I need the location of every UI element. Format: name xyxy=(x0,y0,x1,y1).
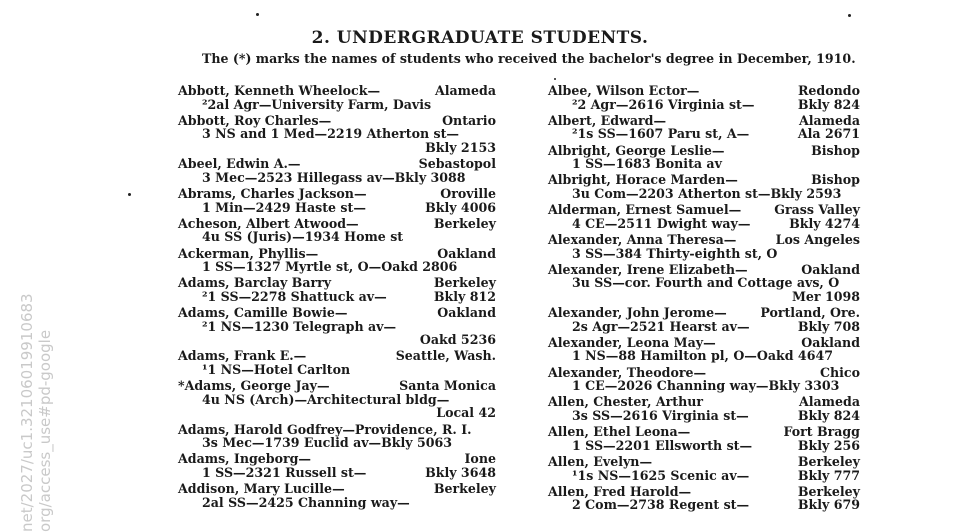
student-entry xyxy=(548,336,860,363)
student-course-address: 4u NS (Arch)—Architectural bldg— xyxy=(202,391,450,407)
student-name-line xyxy=(178,276,496,290)
student-detail-line xyxy=(178,333,496,347)
student-entry xyxy=(548,395,860,422)
student-detail-line xyxy=(548,217,860,231)
student-hometown: Alameda xyxy=(798,112,860,128)
student-hometown: Chico xyxy=(819,364,860,380)
student-name-line xyxy=(548,263,860,277)
student-name: Allen, Evelyn— xyxy=(548,453,653,469)
student-name-line xyxy=(178,379,496,393)
student-detail-line xyxy=(178,466,496,480)
student-entry xyxy=(548,233,860,260)
student-course-address: 1 SS—2201 Ellsworth st— xyxy=(572,437,753,453)
student-hometown: Ione xyxy=(464,451,496,467)
student-phone: Bkly 777 xyxy=(797,467,860,483)
student-hometown: Santa Monica xyxy=(399,378,496,394)
watermark-line: net/2027/uc1.32106019910683 xyxy=(18,293,36,532)
student-phone: Ala 2671 xyxy=(797,126,860,142)
student-course-address: 1 SS—2321 Russell st— xyxy=(202,464,367,480)
student-detail-line xyxy=(178,436,496,450)
student-hometown: Oroville xyxy=(440,185,496,201)
student-course-address: 2 Com—2738 Regent st— xyxy=(572,497,750,513)
student-name-line xyxy=(548,173,860,187)
student-name: Alexander, Anna Theresa— xyxy=(548,231,737,247)
student-hometown: Grass Valley xyxy=(774,202,860,218)
student-name: Ackerman, Phyllis— xyxy=(178,245,319,261)
digitization-watermark xyxy=(18,293,54,532)
student-name-line xyxy=(548,485,860,499)
student-course-address: 1 Min—2429 Haste st— xyxy=(202,199,366,215)
student-course-address: 2al SS—2425 Channing way— xyxy=(202,494,410,510)
student-course-address: 3s SS—2616 Virginia st— xyxy=(572,408,749,423)
student-name: Albright, Horace Marden— xyxy=(548,172,738,188)
student-name-line xyxy=(548,84,860,98)
student-list-right-column xyxy=(548,84,860,515)
student-name: *Adams, George Jay— xyxy=(178,378,330,394)
student-phone: Bkly 2153 xyxy=(425,139,496,155)
student-entry xyxy=(178,157,496,184)
student-course-address: 3 Mec—2523 Hillegass av—Bkly 3088 xyxy=(202,169,466,185)
student-hometown: Berkeley xyxy=(433,481,496,497)
intro-paragraph: The (*) marks the names of students who received the bachelor's degree in December, 1910. xyxy=(202,51,856,66)
student-detail-line xyxy=(178,127,496,141)
student-name: Allen, Ethel Leona— xyxy=(548,424,691,440)
student-course-address: ²1s SS—1607 Paru st, A— xyxy=(572,126,750,142)
student-name: Allen, Fred Harold— xyxy=(548,483,692,499)
student-course-address: 3u SS—cor. Fourth and Cottage avs, O xyxy=(572,275,840,291)
student-entry xyxy=(548,114,860,141)
student-course-address: 1 CE—2026 Channing way—Bkly 3303 xyxy=(572,378,840,394)
student-name: Alexander, John Jerome— xyxy=(548,305,727,321)
student-entry xyxy=(178,114,496,155)
speck-mark xyxy=(848,14,851,17)
student-course-address: 1 SS—1327 Myrtle st, O—Oakd 2806 xyxy=(202,259,458,275)
student-detail-line xyxy=(548,98,860,112)
student-name-line xyxy=(548,114,860,128)
student-hometown: Los Angeles xyxy=(775,231,860,247)
student-name: Alexander, Irene Elizabeth— xyxy=(548,261,748,277)
student-name-line xyxy=(178,217,496,231)
student-hometown: Oakland xyxy=(437,305,496,321)
student-detail-line xyxy=(178,171,496,185)
student-name: Abeel, Edwin A.— xyxy=(178,156,301,172)
student-phone: Bkly 708 xyxy=(797,318,860,334)
student-detail-line xyxy=(548,409,860,423)
student-name-line xyxy=(178,247,496,261)
student-entry xyxy=(178,276,496,303)
student-detail-line xyxy=(178,98,496,112)
watermark-line: org/access_use#pd-google xyxy=(36,329,54,532)
student-hometown: Berkeley xyxy=(433,275,496,291)
student-detail-line xyxy=(178,290,496,304)
student-detail-line xyxy=(178,393,496,407)
student-hometown: Seattle, Wash. xyxy=(395,348,496,364)
student-entry xyxy=(178,379,496,420)
student-detail-line xyxy=(178,201,496,215)
student-hometown: Berkeley xyxy=(797,453,860,469)
student-hometown: Oakland xyxy=(437,245,496,261)
student-phone: Bkly 256 xyxy=(797,437,860,453)
student-entry xyxy=(548,173,860,200)
student-hometown: Ontario xyxy=(442,112,496,128)
student-name: Alexander, Theodore— xyxy=(548,364,707,380)
student-phone: Mer 1098 xyxy=(791,288,860,304)
student-list-left-column xyxy=(178,84,496,512)
student-phone: Bkly 4274 xyxy=(789,215,860,231)
student-entry xyxy=(548,485,860,512)
student-phone: Local 42 xyxy=(436,405,496,421)
student-name: Allen, Chester, Arthur xyxy=(548,394,704,410)
student-course-address: 3u Com—2203 Atherton st—Bkly 2593 xyxy=(572,185,842,201)
student-detail-line xyxy=(548,247,860,261)
student-name-line xyxy=(178,452,496,466)
student-name-line xyxy=(178,482,496,496)
student-phone: Bkly 3648 xyxy=(425,464,496,480)
student-entry xyxy=(548,306,860,333)
student-detail-line xyxy=(178,230,496,244)
student-name: Adams, Harold Godfrey—Providence, R. I. xyxy=(178,421,472,437)
student-hometown: Oakland xyxy=(801,334,860,350)
student-name-line xyxy=(178,187,496,201)
student-entry xyxy=(178,84,496,111)
student-phone: Bkly 4006 xyxy=(425,199,496,215)
student-course-address: 4u SS (Juris)—1934 Home st xyxy=(202,229,404,245)
student-hometown: Berkeley xyxy=(433,215,496,231)
student-name: Acheson, Albert Atwood— xyxy=(178,215,359,231)
student-hometown: Alameda xyxy=(798,394,860,410)
student-detail-line xyxy=(178,363,496,377)
student-hometown: Fort Bragg xyxy=(783,424,860,440)
student-entry xyxy=(178,247,496,274)
student-detail-line xyxy=(548,187,860,201)
student-course-address: ²1 SS—2278 Shattuck av— xyxy=(202,288,387,304)
student-detail-line xyxy=(548,157,860,171)
student-name-line xyxy=(548,336,860,350)
student-detail-line xyxy=(178,406,496,420)
student-name: Albee, Wilson Ector— xyxy=(548,83,700,98)
student-phone: Bkly 679 xyxy=(797,497,860,513)
student-name: Albert, Edward— xyxy=(548,112,667,128)
student-entry xyxy=(178,423,496,450)
student-hometown: Portland, Ore. xyxy=(760,305,860,321)
student-name-line xyxy=(178,84,496,98)
student-entry xyxy=(548,366,860,393)
student-entry xyxy=(548,455,860,482)
student-name: Adams, Barclay Barry xyxy=(178,275,332,291)
student-name: Alexander, Leona May— xyxy=(548,334,716,350)
student-detail-line xyxy=(548,127,860,141)
student-hometown: Sebastopol xyxy=(418,156,496,172)
student-name-line xyxy=(178,423,496,437)
speck-mark xyxy=(128,193,131,196)
student-phone: Bkly 824 xyxy=(797,96,860,112)
student-detail-line xyxy=(548,498,860,512)
student-phone: Oakd 5236 xyxy=(419,332,496,348)
student-name: Alderman, Ernest Samuel— xyxy=(548,202,742,218)
student-name-line xyxy=(548,366,860,380)
student-hometown: Alameda xyxy=(434,83,496,98)
student-name-line xyxy=(178,349,496,363)
student-name: Addison, Mary Lucille— xyxy=(178,481,345,497)
student-name-line xyxy=(548,233,860,247)
student-name-line xyxy=(548,306,860,320)
student-course-address: 3s Mec—1739 Euclid av—Bkly 5063 xyxy=(202,435,453,451)
student-entry xyxy=(178,349,496,376)
student-name-line xyxy=(178,306,496,320)
student-entry xyxy=(178,217,496,244)
student-course-address: ²1 NS—1230 Telegraph av— xyxy=(202,318,397,334)
student-entry xyxy=(178,187,496,214)
student-name-line xyxy=(548,455,860,469)
student-detail-line xyxy=(548,290,860,304)
student-name: Abbott, Roy Charles— xyxy=(178,112,332,128)
student-name-line xyxy=(178,114,496,128)
student-hometown: Redondo xyxy=(797,83,860,98)
student-course-address: ²2al Agr—University Farm, Davis xyxy=(202,96,432,112)
student-detail-line xyxy=(548,439,860,453)
student-detail-line xyxy=(178,141,496,155)
student-detail-line xyxy=(178,320,496,334)
student-course-address: 1 SS—1683 Bonita av xyxy=(572,156,722,172)
student-course-address: 3 NS and 1 Med—2219 Atherton st— xyxy=(202,126,460,142)
student-course-address: ¹1s NS—1625 Scenic av— xyxy=(572,467,750,483)
student-entry xyxy=(178,306,496,347)
student-phone: Bkly 824 xyxy=(797,408,860,423)
student-entry xyxy=(548,203,860,230)
student-detail-line xyxy=(548,379,860,393)
student-name: Adams, Camille Bowie— xyxy=(178,305,348,321)
student-entry xyxy=(178,482,496,509)
student-name: Adams, Frank E.— xyxy=(178,348,307,364)
student-name-line xyxy=(548,203,860,217)
student-course-address: 2s Agr—2521 Hearst av— xyxy=(572,318,750,334)
student-detail-line xyxy=(548,349,860,363)
section-heading: 2. UNDERGRADUATE STUDENTS. xyxy=(311,28,649,48)
student-entry xyxy=(548,144,860,171)
student-name: Abrams, Charles Jackson— xyxy=(178,185,367,201)
student-entry xyxy=(548,263,860,304)
student-detail-line xyxy=(548,320,860,334)
student-name: Adams, Ingeborg— xyxy=(178,451,312,467)
speck-mark xyxy=(554,78,556,80)
student-course-address: ¹1 NS—Hotel Carlton xyxy=(202,362,351,378)
student-entry xyxy=(548,425,860,452)
student-name-line xyxy=(178,157,496,171)
student-name: Albright, George Leslie— xyxy=(548,142,725,158)
student-name: Abbott, Kenneth Wheelock— xyxy=(178,83,381,98)
student-phone: Bkly 812 xyxy=(433,288,496,304)
speck-mark xyxy=(256,13,259,16)
student-detail-line xyxy=(548,469,860,483)
student-hometown: Berkeley xyxy=(797,483,860,499)
student-course-address: 3 SS—384 Thirty-eighth st, O xyxy=(572,245,778,261)
student-detail-line xyxy=(178,260,496,274)
student-name-line xyxy=(548,144,860,158)
student-course-address: 1 NS—88 Hamilton pl, O—Oakd 4647 xyxy=(572,348,833,364)
student-detail-line xyxy=(178,496,496,510)
student-hometown: Oakland xyxy=(801,261,860,277)
student-course-address: 4 CE—2511 Dwight way— xyxy=(572,215,751,231)
student-entry xyxy=(548,84,860,111)
student-entry xyxy=(178,452,496,479)
student-detail-line xyxy=(548,276,860,290)
student-hometown: Bishop xyxy=(811,142,860,158)
student-name-line xyxy=(548,425,860,439)
student-name-line xyxy=(548,395,860,409)
student-course-address: ²2 Agr—2616 Virginia st— xyxy=(572,96,755,112)
student-hometown: Bishop xyxy=(811,172,860,188)
